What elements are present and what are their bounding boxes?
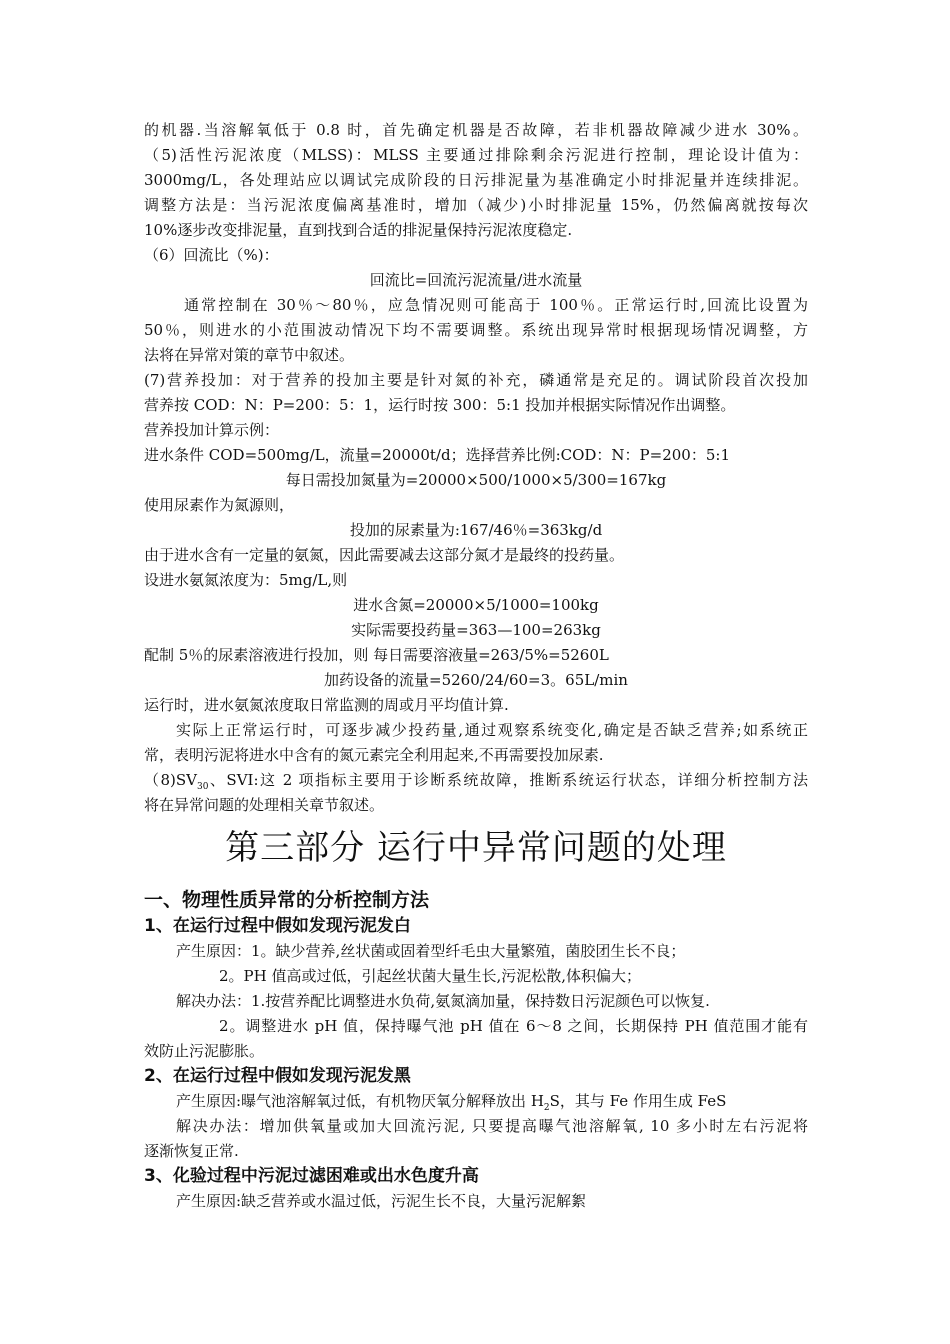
text-line: 运行时，进水氨氮浓度取日常监测的周或月平均值计算. [144, 696, 509, 714]
item-heading: 1、在运行过程中假如发现污泥发白 [144, 916, 411, 936]
text-line: 使用尿素作为氮源则， [144, 496, 295, 514]
document-page [144, 118, 808, 1214]
text-line: 解决办法：增加供氧量或加大回流污泥, 只要提高曝气池溶解氧, 10 多小时左右污泥将 [176, 1117, 808, 1135]
text-line: 效防止污泥膨胀。 [144, 1042, 265, 1060]
text-line: 10%逐步改变排泥量，直到找到合适的排泥量保持污泥浓度稳定. [144, 221, 573, 239]
text-line: 由于进水含有一定量的氨氮，因此需要减去这部分氮才是最终的投药量。 [144, 546, 625, 564]
calc-inflow-nitrogen: 进水含氮=20000×5/1000=100kg [353, 596, 599, 614]
calc-dosing-flow: 加药设备的流量=5260/24/60=3。65L/min [324, 671, 628, 689]
cause-text: 产生原因:曝气池溶解氧过低，有机物厌氧分解释放出 H [176, 1092, 544, 1110]
item-heading: 2、在运行过程中假如发现污泥发黑 [144, 1066, 411, 1086]
text-line-sv [144, 768, 808, 793]
text-line: 2。PH 值高或过低，引起丝状菌大量生长,污泥松散,体积偏大； [219, 967, 642, 985]
text-line: 将在异常问题的处理相关章节叙述。 [144, 796, 385, 814]
part-title: 第三部分 运行中异常问题的处理 [225, 828, 727, 868]
text-line: 营养投加计算示例： [144, 421, 280, 439]
section-heading: 一、物理性质异常的分析控制方法 [144, 889, 430, 911]
item-heading: 3、化验过程中污泥过滤困难或出水色度升高 [144, 1166, 479, 1186]
calc-nitrogen: 每日需投加氮量为=20000×500/1000×5/300=167kg [285, 471, 667, 489]
text-line: 解决办法：1.按营养配比调整进水负荷,氨氮滴加量，保持数日污泥颜色可以恢复. [176, 992, 710, 1010]
text-line: （5)活性污泥浓度（MLSS)：MLSS 主要通过排除剩余污泥进行控制，理论设计值为： [144, 146, 808, 164]
text-line-h2s [144, 1089, 808, 1114]
text-line: (7)营养投加：对于营养的投加主要是针对氮的补充，磷通常是充足的。调试阶段首次投加 [144, 371, 808, 389]
text-line: 3000mg/L，各处理站应以调试完成阶段的日污排泥量为基准确定小时排泥量并连续排泥。 [144, 171, 808, 189]
text-line: 通常控制在 30％～80％，应急情况则可能高于 100％。正常运行时,回流比设置为 [184, 296, 808, 314]
text-line: 50％，则进水的小范围波动情况下均不需要调整。系统出现异常时根据现场情况调整，方 [144, 321, 808, 339]
text-line: 法将在异常对策的章节中叙述。 [144, 346, 355, 364]
text-line: 逐渐恢复正常. [144, 1142, 239, 1160]
text-line: 配制 5％的尿素溶液进行投加，则 每日需要溶液量=263/5%=5260L [144, 646, 609, 664]
text-line: 实际上正常运行时，可逐步减少投药量,通过观察系统变化,确定是否缺乏营养;如系统正 [176, 721, 808, 739]
text-line: 设进水氨氮浓度为：5mg/L,则 [144, 571, 348, 589]
calc-urea: 投加的尿素量为:167/46％=363kg/d [349, 521, 603, 539]
text-line: 营养按 COD：N：P=200：5：1，运行时按 300：5:1 投加并根据实际情况作出调整。 [144, 396, 736, 414]
cause-text-end: S，其与 Fe 作用生成 FeS [549, 1092, 727, 1110]
text-line: 常，表明污泥将进水中含有的氮元素完全利用起来,不再需要投加尿素. [144, 746, 604, 764]
text-line: 进水条件 COD=500mg/L，流量=20000t/d；选择营养比例:COD：N：P=200：5:1 [144, 446, 730, 464]
text-line: 产生原因:缺乏营养或水温过低，污泥生长不良，大量污泥解絮 [176, 1192, 587, 1210]
sv-label: （8)SV [144, 771, 197, 789]
h2s-subscript: 2 [543, 1103, 550, 1113]
sv-text: 、SVI:这 2 项指标主要用于诊断系统故障，推断系统运行状态，详细分析控制方法 [208, 771, 808, 789]
calc-actual-dose: 实际需要投药量=363—100=263kg [351, 621, 601, 639]
text-line: 的机器.当溶解氧低于 0.8 时，首先确定机器是否故障，若非机器故障减少进水 30%。 [144, 121, 808, 139]
sv-subscript: 30 [197, 782, 209, 792]
text-line: （6）回流比（%)： [144, 246, 279, 264]
formula-reflux-ratio: 回流比=回流污泥流量/进水流量 [369, 271, 583, 289]
text-line: 调整方法是：当污泥浓度偏离基准时，增加（减少)小时排泥量 15%，仍然偏离就按每次 [144, 196, 808, 214]
text-line: 2。调整进水 pH 值，保持曝气池 pH 值在 6～8 之间，长期保持 PH 值范围才能有 [219, 1017, 808, 1035]
text-line: 产生原因：1。缺少营养,丝状菌或固着型纤毛虫大量繁殖，菌胶团生长不良； [176, 942, 686, 960]
